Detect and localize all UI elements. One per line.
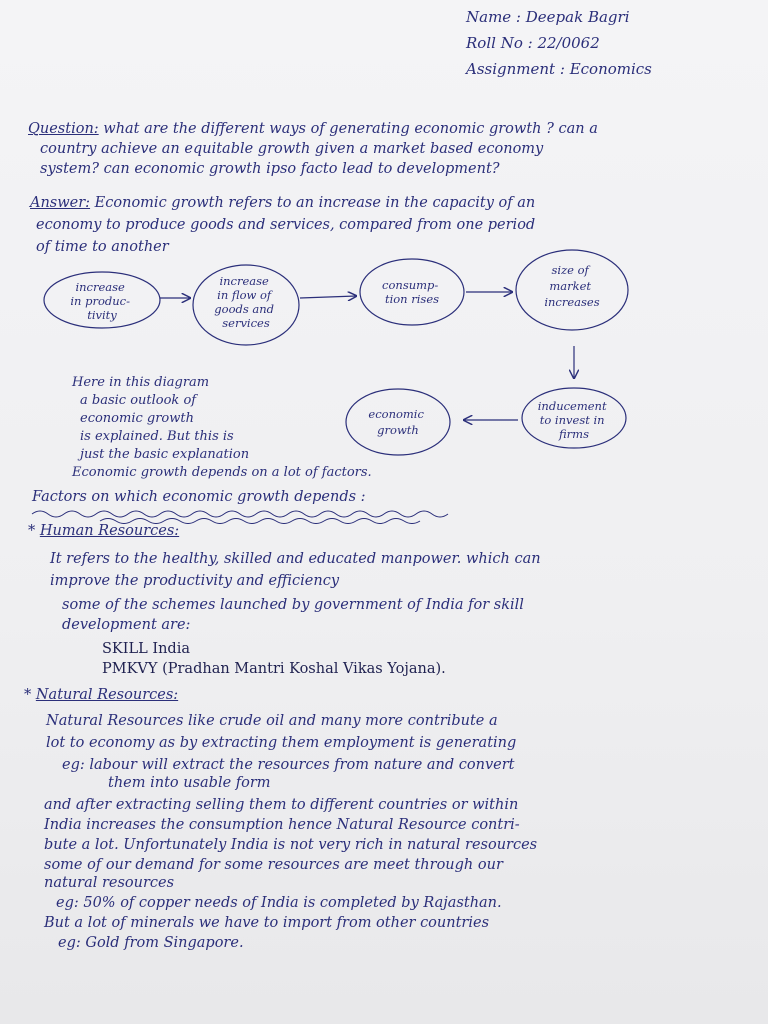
question-label: Question: — [28, 121, 99, 137]
node-goods-services-label: increase in flow of goods and services — [214, 274, 275, 330]
scheme-skill-india: SKILL India — [102, 641, 190, 657]
note-line-3: economic growth — [80, 411, 194, 426]
node-invest-label: inducement to invest in firms — [537, 399, 607, 441]
node-market-size-label: size of market increases — [544, 263, 600, 309]
human-line-1: It refers to the healthy, skilled and educated manpower. which can — [50, 551, 541, 567]
node-productivity-label: increase in produc- tivity — [70, 280, 130, 322]
human-line-3: some of the schemes launched by government of India for skill — [62, 597, 524, 613]
human-bullet: * — [28, 523, 36, 539]
note-line-4: is explained. But this is — [80, 429, 234, 444]
natural-line-1: Natural Resources like crude oil and many more contribute a — [46, 713, 498, 729]
arrow-2 — [300, 296, 356, 298]
note-line-1: Here in this diagram — [72, 375, 210, 390]
assignment-value: Economics — [569, 60, 652, 78]
natural-line-4: them into usable form — [108, 775, 271, 791]
answer-text-1: Economic growth refers to an increase in the capacity of an — [94, 195, 536, 211]
note-line-5: just the basic explanation — [80, 447, 250, 462]
question-line-3: system? can economic growth ipso facto lead to development? — [40, 161, 500, 177]
roll-label: Roll No : — [466, 34, 533, 52]
natural-bullet: * — [24, 687, 32, 703]
note-line-6: Economic growth depends on a lot of factors. — [72, 465, 372, 480]
human-heading: Human Resources: — [39, 523, 180, 539]
assignment-label: Assignment : — [466, 60, 565, 78]
natural-line-7: bute a lot. Unfortunately India is not very rich in natural resources — [44, 837, 538, 853]
note-line-2: a basic outlook of — [80, 393, 197, 408]
factors-heading: Factors on which economic growth depends : — [32, 489, 366, 505]
human-line-4: development are: — [62, 617, 191, 633]
natural-heading-line — [24, 686, 178, 704]
answer-line-2: economy to produce goods and services, compared from one period — [36, 217, 536, 233]
name-label: Name : — [466, 8, 521, 26]
natural-line-10: eg: 50% of copper needs of India is completed by Rajasthan. — [56, 895, 502, 911]
natural-line-5: and after extracting selling them to different countries or within — [44, 797, 519, 813]
natural-line-11: But a lot of minerals we have to import from other countries — [44, 915, 490, 931]
answer-label: Answer: — [30, 195, 91, 211]
question-text-1: what are the different ways of generating economic growth ? can a — [103, 121, 598, 137]
name-value: Deepak Bagri — [525, 8, 630, 26]
natural-line-9: natural resources — [44, 875, 175, 891]
human-line-2: improve the productivity and efficiency — [50, 573, 340, 589]
natural-line-8: some of our demand for some resources are meet through our — [44, 857, 503, 873]
natural-line-3: eg: labour will extract the resources from nature and convert — [62, 757, 515, 773]
answer-line-3: of time to another — [36, 239, 169, 255]
natural-line-12: eg: Gold from Singapore. — [58, 935, 244, 951]
roll-value: 22/0062 — [537, 34, 600, 52]
human-heading-line — [28, 522, 179, 540]
natural-line-2: lot to economy as by extracting them employment is generating — [46, 735, 517, 751]
question-line-2: country achieve an equitable growth given a market based economy — [40, 141, 544, 157]
node-economic-growth — [346, 389, 450, 455]
scheme-pmkvy: PMKVY (Pradhan Mantri Koshal Vikas Yojana). — [102, 661, 446, 677]
node-consumption-label: consump- tion rises — [382, 278, 440, 306]
natural-line-6: India increases the consumption hence Natural Resource contri- — [44, 817, 520, 833]
node-economic-growth-label: economic growth — [368, 407, 424, 437]
natural-heading: Natural Resources: — [35, 687, 179, 703]
